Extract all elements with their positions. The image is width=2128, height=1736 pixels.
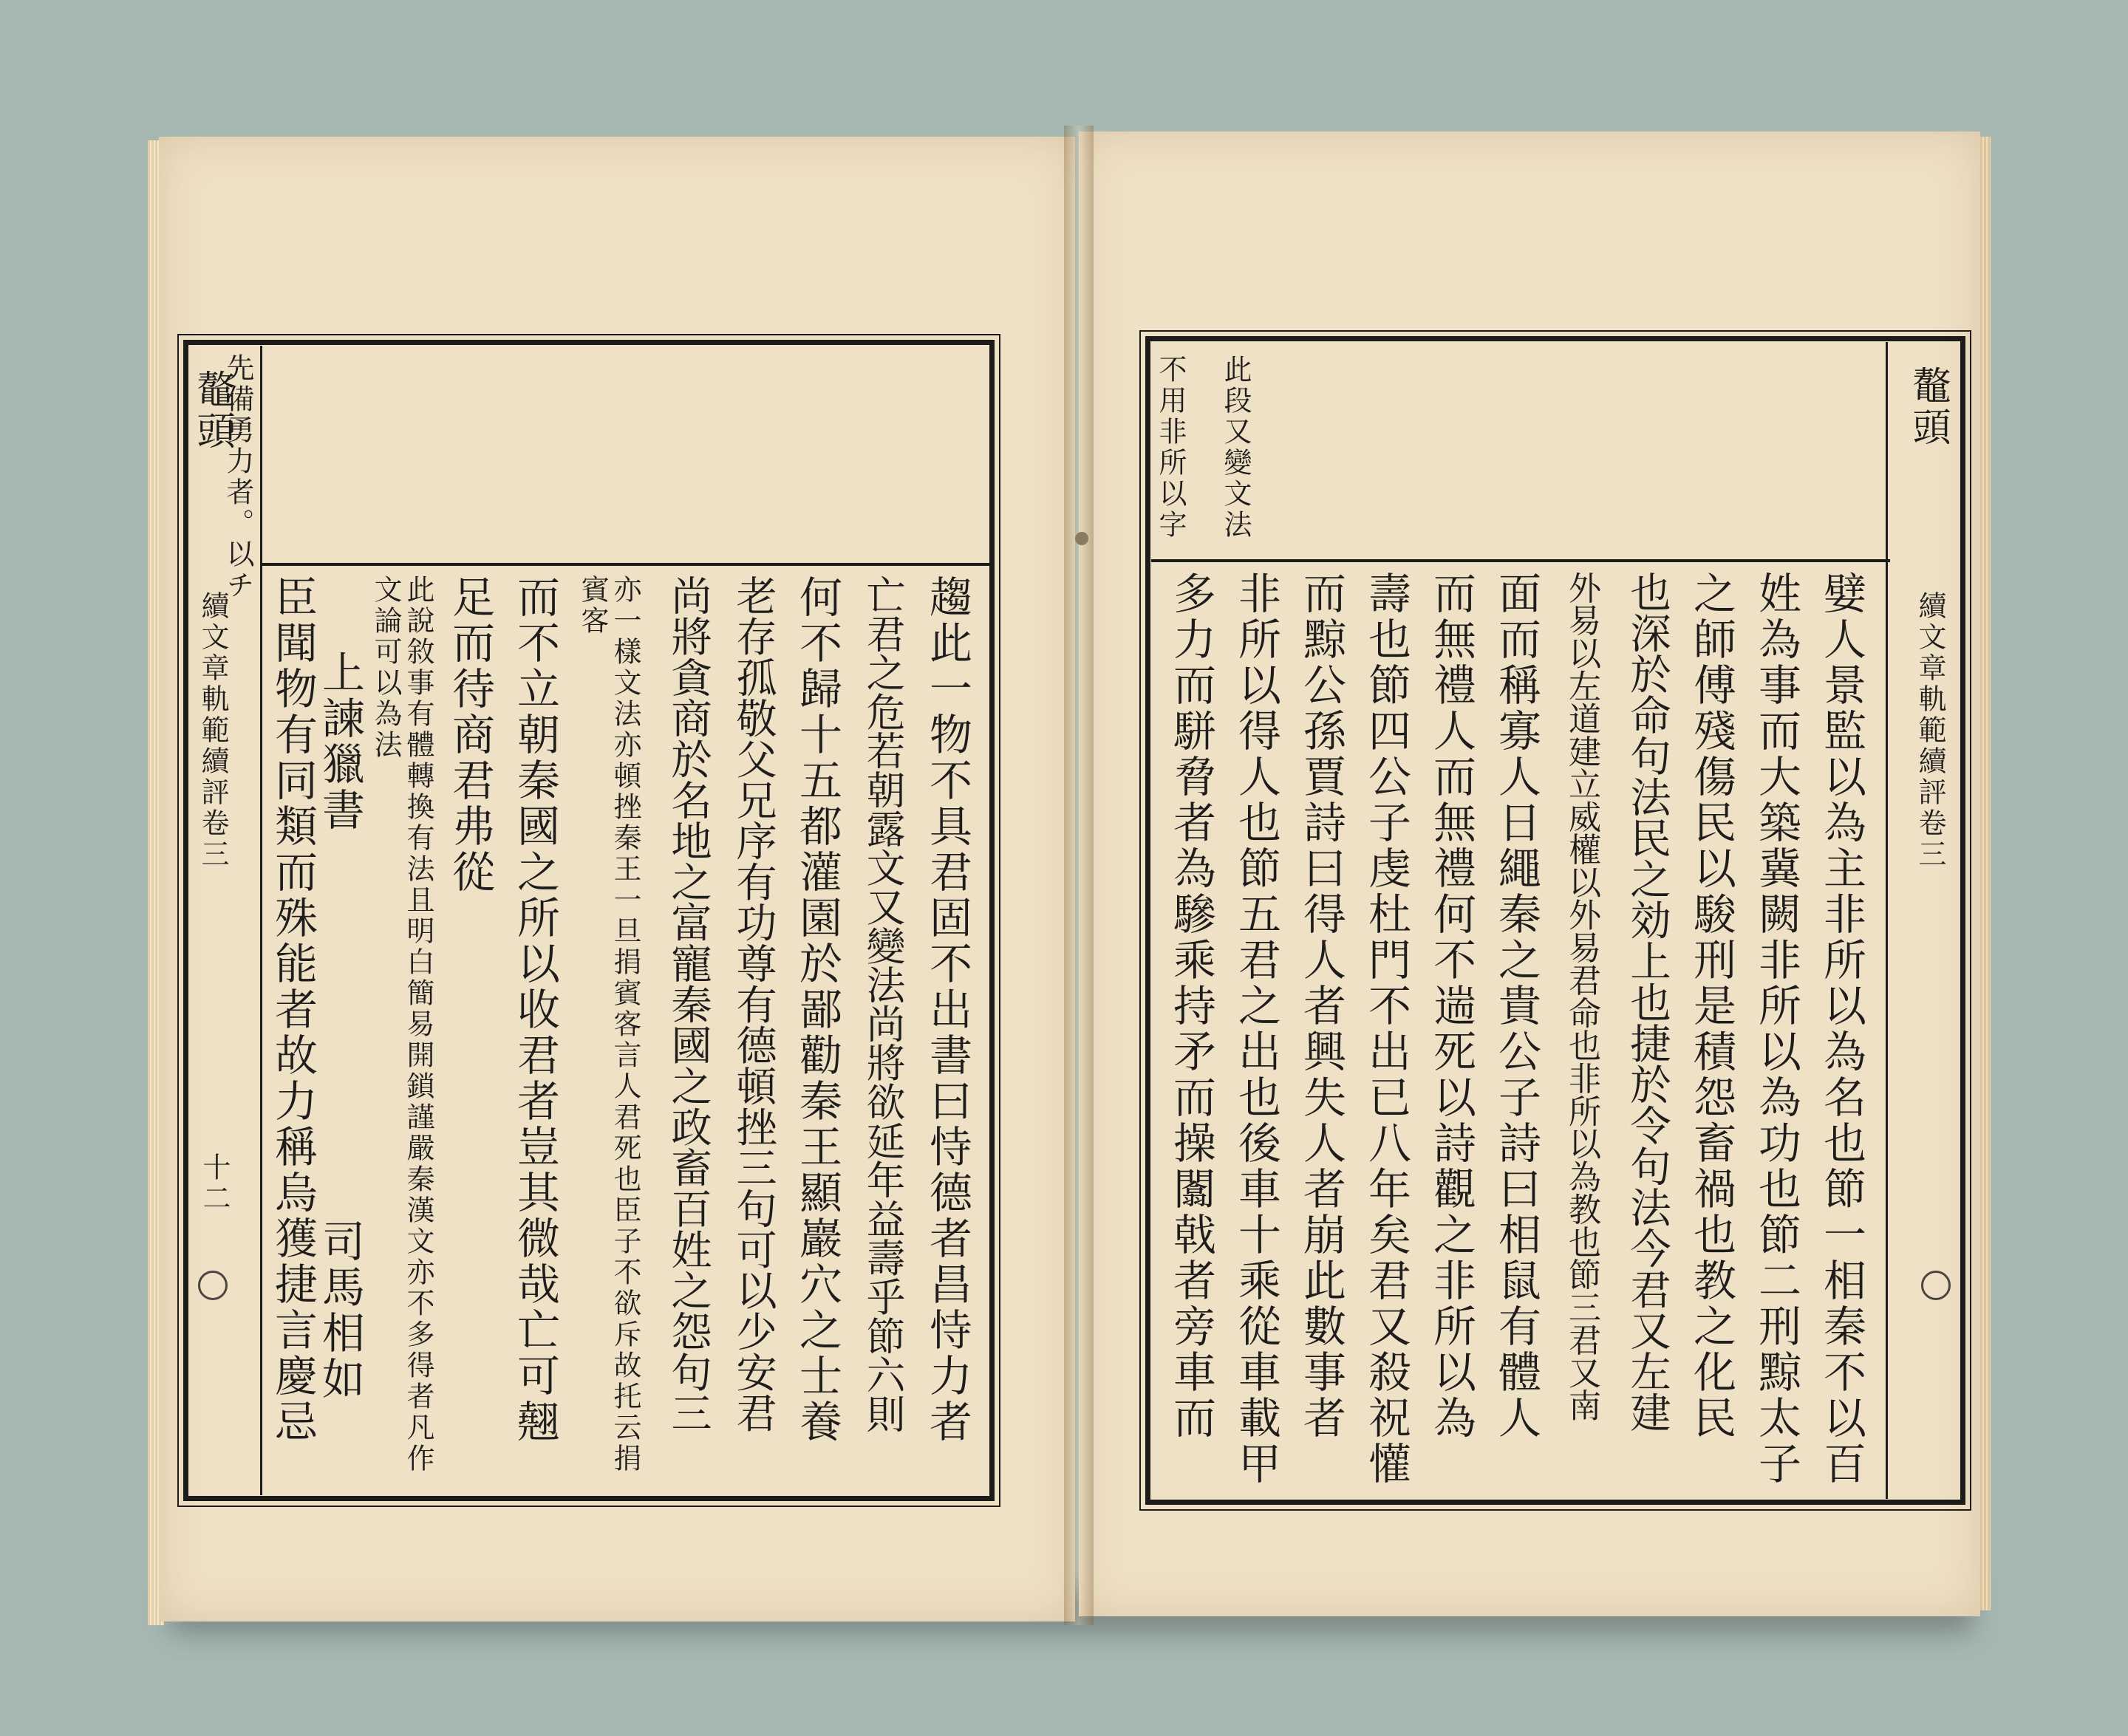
left-header-rule	[262, 563, 990, 566]
right-margin-title: 鼇頭	[1906, 366, 1950, 448]
left-essay-title: 上諫獵書	[315, 650, 365, 833]
left-col-4: 老存孤敬父兄序有功尊有德頓挫三句可以少安君	[729, 575, 776, 1433]
right-margin-rule	[1886, 342, 1888, 1499]
left-col-8: 足而待商君弗從	[445, 575, 495, 895]
left-side-label: 續文章軌範續評卷三	[197, 591, 229, 870]
book-spine	[1064, 126, 1094, 1625]
left-col-1: 趨此一物不具君固不出書曰恃德者昌恃力者	[922, 575, 972, 1445]
right-binding-ring	[1921, 1271, 1951, 1300]
left-header-note: 先備勇力者。以チ	[222, 353, 254, 601]
right-col-5: 外易以左道建立威權以外易君命也非所以為教也節三君又南	[1563, 571, 1600, 1422]
right-col-9: 而黥公孫賈詩曰得人者興失人者崩此數事者	[1296, 571, 1346, 1441]
left-col-3: 何不歸十五都灌園於鄙勸秦王顯巖穴之士養	[792, 575, 842, 1445]
right-side-label: 續文章軌範續評卷三	[1914, 591, 1946, 870]
right-col-3: 之師傅殘傷民以駿刑是積怨畜禍也教之化民	[1686, 571, 1736, 1441]
left-col-9-note: 此說敘事有體轉換有法且明白簡易開鎖謹嚴秦漢文亦不多得者凡作文論可以為法	[369, 575, 434, 1474]
left-col-12: 臣聞物有同類而殊能者故力稱烏獲捷言慶忌	[267, 575, 318, 1445]
right-col-6: 面而稱寡人日繩秦之貴公子詩曰相鼠有體人	[1491, 571, 1541, 1441]
right-col-4: 也深於命句法民之効上也捷於令句法今君又左建	[1623, 571, 1671, 1433]
right-col-2: 姓為事而大築冀闕非所以為功也節二刑黥太子	[1751, 571, 1801, 1487]
left-col-2: 亡君之危若朝露文又變法尚將欲延年益壽乎節六則	[860, 575, 905, 1433]
left-page-number: 十二	[198, 1152, 231, 1214]
binding-hole	[1075, 532, 1088, 545]
left-margin-rule	[260, 346, 262, 1495]
right-col-1: 嬖人景監以為主非所以為名也節一相秦不以百	[1816, 571, 1866, 1487]
left-col-5: 尚將貪商於名地之富寵秦國之政畜百姓之怨句三	[664, 575, 711, 1433]
right-header-note-1: 此段又變文法	[1219, 355, 1252, 541]
left-margin-title: 鼇頭	[190, 369, 234, 452]
left-binding-ring	[198, 1271, 228, 1300]
right-col-7: 而無禮人而無禮何不遄死以詩觀之非所以為	[1426, 571, 1476, 1441]
right-col-8: 壽也節四公子虔杜門不出已八年矣君又殺祝懽	[1361, 571, 1411, 1487]
left-col-7: 而不立朝秦國之所以收君者豈其微哉亡可翹	[510, 575, 560, 1445]
right-header-rule	[1151, 559, 1890, 562]
right-col-10: 非所以得人也節五君之出也後車十乘從車載甲	[1231, 571, 1281, 1487]
left-essay-author: 司馬相如	[315, 1219, 365, 1402]
right-header-note-2: 不用非所以字	[1154, 355, 1187, 541]
right-col-11: 多力而駢脅者為驂乘持矛而操闟戟者旁車而	[1166, 571, 1216, 1441]
left-col-6-note: 亦一樣文法亦頓挫秦王一旦捐賓客言人君死也臣子不欲斥故托云捐賓客	[576, 575, 641, 1474]
